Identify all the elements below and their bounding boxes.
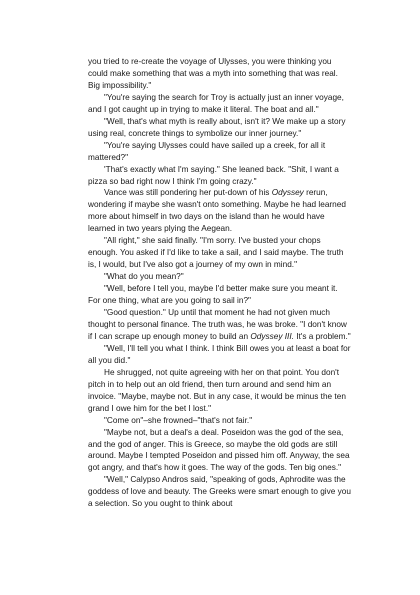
text-run: "What do you mean?" [104, 272, 184, 282]
text-run: "Maybe not, but a deal's a deal. Poseidon was the god of the sea, and the god of anger. This is Greece, so maybe the old gods are still around. Maybe I tempted Poseidon and pissed him off. Anyway, the sea got angry, and that's how it goes. The way of the gods. Ten big ones." [88, 427, 350, 473]
text-run: It's a problem." [293, 331, 351, 341]
paragraph [88, 235, 352, 271]
paragraph [88, 427, 352, 475]
text-run: "Well, that's what myth is really about, isn't it? We make up a story using real, concrete things to symbolize our inner journey." [88, 116, 346, 138]
paragraph [88, 92, 352, 116]
text-run: you tried to re-create the voyage of Ulysses, you were thinking you could make something that was a myth into something that was real. Big impossibility." [88, 57, 338, 90]
italic-title: Odyssey III. [250, 331, 294, 341]
text-run: "Good question." Up until that moment he had not given much thought to personal finance. The truth was, he was broke. "I don't know if I can scrape up enough money to build an [88, 308, 347, 341]
text-run: "You're saying Ulysses could have sailed up a creek, for all it mattered?" [88, 140, 326, 162]
paragraph [88, 271, 352, 283]
paragraph [88, 56, 352, 92]
text-run: "You're saying the search for Troy is actually just an inner voyage, and I got caught up in trying to make it literal. The boat and all." [88, 92, 344, 114]
paragraph [88, 283, 352, 307]
text-run: "Well," Calypso Andros said, "speaking of gods, Aphrodite was the goddess of love and beauty. The Greeks were smart enough to give you a selection. So you ought to think about [88, 475, 351, 509]
paragraph [88, 140, 352, 164]
paragraph [88, 164, 352, 188]
text-run: He shrugged, not quite agreeing with her on that point. You don't pitch in to help out an old friend, then turn around and send him an invoice. "Maybe, maybe not. But in any case, it would be minus the ten grand I owe him for the bet I lost." [88, 367, 346, 413]
text-run: "All right," she said finally. "I'm sorry. I've busted your chops enough. You asked if I'd like to take a sail, and I said maybe. The truth is, I would, but I've also got a journey of my own in mind." [88, 236, 344, 270]
text-run: 'That's exactly what I'm saying." She leaned back. "Shit, I want a pizza so bad right now I think I'm going crazy." [88, 164, 339, 186]
paragraph [88, 187, 352, 235]
text-run: "Come on"–she frowned–"that's not fair." [104, 415, 253, 425]
paragraph [88, 343, 352, 367]
paragraph [88, 415, 352, 427]
text-run: "Well, I'll tell you what I think. I think Bill owes you at least a boat for all you did." [88, 343, 351, 365]
text-run: "Well, before I tell you, maybe I'd better make sure you meant it. For one thing, what are you going to sail in?" [88, 284, 338, 306]
paragraph [88, 116, 352, 140]
paragraph [88, 307, 352, 343]
page-text [88, 56, 352, 510]
italic-title: Odyssey [271, 188, 304, 198]
text-run: rerun, wondering if maybe she wasn't onto something. Maybe he had learned more about himself in two days on the island than he would have learned in two years plying the Aegean. [88, 188, 346, 234]
text-run: Vance was still pondering her put-down of his [104, 188, 272, 198]
paragraph [88, 474, 352, 510]
paragraph [88, 367, 352, 415]
